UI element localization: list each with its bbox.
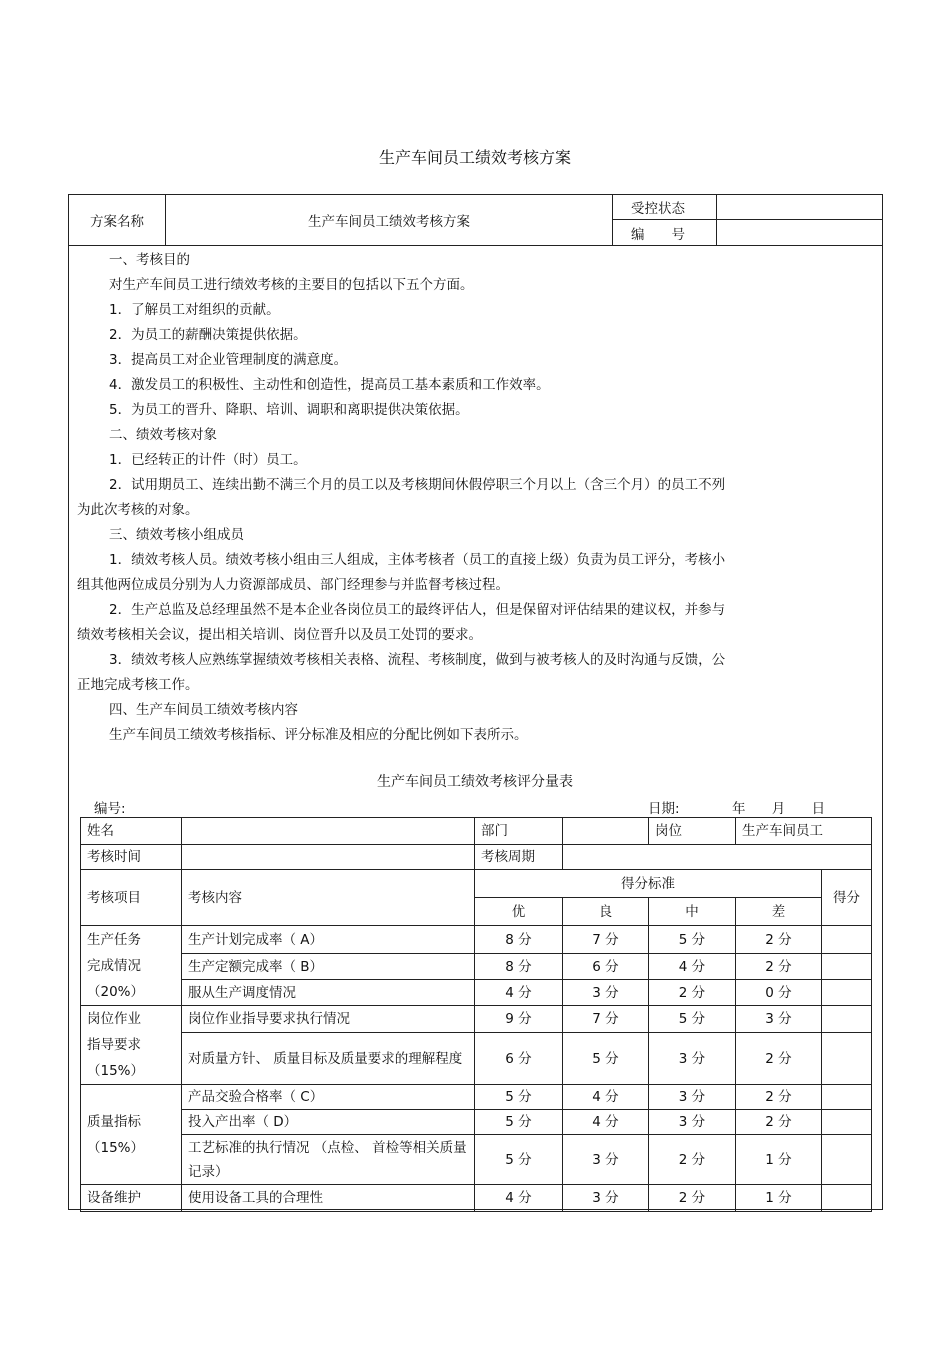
score-poor: 1 分	[736, 1135, 822, 1185]
category-cell	[81, 1085, 182, 1185]
period-input[interactable]	[563, 845, 872, 870]
content-cell: 产品交验合格率（ C）	[182, 1085, 475, 1110]
score-excellent: 9 分	[475, 1006, 563, 1033]
score-table-title: 生产车间员工绩效考核评分量表	[377, 774, 573, 790]
list-item: 3．提高员工对企业管理制度的满意度。	[109, 352, 348, 368]
score-good: 4 分	[563, 1085, 649, 1110]
page-bottom-rule	[68, 1209, 883, 1210]
content-cell: 岗位作业指导要求执行情况	[182, 1006, 475, 1033]
col-item-header: 考核项目	[81, 870, 182, 926]
content-cell: 投入产出率（ D）	[182, 1110, 475, 1135]
score-good: 3 分	[563, 1185, 649, 1212]
col-score-header: 得分	[822, 870, 872, 926]
score-poor: 2 分	[736, 954, 822, 980]
score-poor: 0 分	[736, 980, 822, 1006]
list-item: 2．生产总监及总经理虽然不是本企业各岗位员工的最终评估人，但是保留对评估结果的建议权，并参与	[109, 602, 726, 618]
score-excellent: 6 分	[475, 1033, 563, 1085]
score-excellent: 5 分	[475, 1085, 563, 1110]
score-medium: 2 分	[649, 980, 736, 1006]
score-good: 5 分	[563, 1033, 649, 1085]
table-row	[81, 1185, 872, 1212]
score-poor: 2 分	[736, 1085, 822, 1110]
table-row	[81, 1110, 872, 1135]
date-label: 日期:	[648, 801, 680, 817]
list-item: 1．已经转正的计件（时）员工。	[109, 452, 307, 468]
table-row	[81, 1085, 872, 1110]
grade-poor: 差	[736, 898, 822, 926]
score-table	[80, 817, 872, 1212]
time-input[interactable]	[182, 845, 475, 870]
score-poor: 2 分	[736, 1110, 822, 1135]
score-poor: 2 分	[736, 926, 822, 954]
score-good: 3 分	[563, 980, 649, 1006]
score-excellent: 5 分	[475, 1110, 563, 1135]
list-item: 4．激发员工的积极性、主动性和创造性，提高员工基本素质和工作效率。	[109, 377, 550, 393]
score-medium: 5 分	[649, 1006, 736, 1033]
dept-input[interactable]	[563, 818, 649, 845]
category-line: 质量指标	[87, 1113, 141, 1130]
content-cell: 工艺标准的执行情况 （点检、 首检等相关质量记录）	[182, 1135, 475, 1185]
score-input[interactable]	[822, 1135, 872, 1185]
score-medium: 3 分	[649, 1110, 736, 1135]
score-good: 7 分	[563, 926, 649, 954]
score-good: 7 分	[563, 1006, 649, 1033]
col-standard-header: 得分标准	[475, 870, 822, 898]
table-row	[81, 1006, 872, 1033]
section-heading-purpose: 一、考核目的	[109, 252, 190, 268]
list-item-continued: 正地完成考核工作。	[77, 677, 199, 693]
score-good: 3 分	[563, 1135, 649, 1185]
score-medium: 2 分	[649, 1185, 736, 1212]
score-poor: 2 分	[736, 1033, 822, 1085]
score-input[interactable]	[822, 1085, 872, 1110]
category-line: 生产任务	[87, 931, 141, 948]
body-paragraph: 生产车间员工绩效考核指标、评分标准及相应的分配比例如下表所示。	[109, 727, 528, 743]
document-title: 生产车间员工绩效考核方案	[378, 148, 571, 167]
score-excellent: 4 分	[475, 1185, 563, 1212]
score-poor: 3 分	[736, 1006, 822, 1033]
score-medium: 2 分	[649, 1135, 736, 1185]
body-paragraph: 对生产车间员工进行绩效考核的主要目的包括以下五个方面。	[109, 277, 474, 293]
section-heading-members: 三、绩效考核小组成员	[109, 527, 244, 543]
post-value: 生产车间员工	[736, 818, 872, 845]
header-divider	[69, 245, 882, 246]
category-weight: （15%）	[87, 1063, 145, 1079]
table-row	[81, 1135, 872, 1185]
list-item: 1．了解员工对组织的贡献。	[109, 302, 280, 318]
table-row	[81, 845, 872, 870]
name-label: 姓名	[81, 818, 182, 845]
section-heading-content: 四、生产车间员工绩效考核内容	[109, 702, 298, 718]
table-row	[81, 1033, 872, 1085]
score-medium: 4 分	[649, 954, 736, 980]
score-input[interactable]	[822, 1110, 872, 1135]
score-poor: 1 分	[736, 1185, 822, 1212]
category-cell	[81, 1006, 182, 1085]
list-item-continued: 组其他两位成员分别为人力资源部成员、部门经理参与并监督考核过程。	[77, 577, 509, 593]
score-medium: 3 分	[649, 1033, 736, 1085]
list-item: 1．绩效考核人员。绩效考核小组由三人组成，主体考核者（员工的直接上级）负责为员工评分，考核小	[109, 552, 726, 568]
table-header-row	[81, 870, 872, 898]
score-excellent: 8 分	[475, 954, 563, 980]
category-line: 岗位作业	[87, 1011, 141, 1027]
category-cell: 设备维护	[81, 1185, 182, 1212]
content-cell: 生产定额完成率（ B）	[182, 954, 475, 980]
grade-good: 良	[563, 898, 649, 926]
score-input[interactable]	[822, 1185, 872, 1212]
name-input[interactable]	[182, 818, 475, 845]
form-number-label: 编号:	[94, 801, 126, 817]
doc-number-value[interactable]	[717, 220, 883, 245]
score-excellent: 8 分	[475, 926, 563, 954]
score-good: 6 分	[563, 954, 649, 980]
content-cell: 生产计划完成率（ A）	[182, 926, 475, 954]
grade-excellent: 优	[475, 898, 563, 926]
category-line: 完成情况	[87, 957, 141, 974]
plan-name-label: 方案名称	[69, 195, 166, 245]
table-row	[81, 980, 872, 1006]
list-item-continued: 绩效考核相关会议，提出相关培训、岗位晋升以及员工处罚的要求。	[77, 627, 482, 643]
content-cell: 服从生产调度情况	[182, 980, 475, 1006]
score-excellent: 5 分	[475, 1135, 563, 1185]
score-input[interactable]	[822, 926, 872, 954]
score-good: 4 分	[563, 1110, 649, 1135]
control-status-label: 受控状态	[613, 195, 717, 220]
section-heading-target: 二、绩效考核对象	[109, 427, 217, 443]
category-line: 指导要求	[87, 1037, 141, 1053]
list-item: 2．为员工的薪酬决策提供依据。	[109, 327, 307, 343]
score-input[interactable]	[822, 1033, 872, 1085]
col-content-header: 考核内容	[182, 870, 475, 926]
dept-label: 部门	[475, 818, 563, 845]
control-status-value[interactable]	[717, 195, 883, 220]
list-item-continued: 为此次考核的对象。	[77, 502, 199, 518]
plan-name-value: 生产车间员工绩效考核方案	[166, 195, 613, 245]
content-cell: 对质量方针、 质量目标及质量要求的理解程度	[182, 1033, 475, 1085]
category-cell	[81, 926, 182, 1006]
score-input[interactable]	[822, 954, 872, 980]
category-weight: （20%）	[87, 983, 145, 1000]
score-medium: 5 分	[649, 926, 736, 954]
list-item: 2．试用期员工、连续出勤不满三个月的员工以及考核期间休假停职三个月以上（含三个月）的员工不列	[109, 477, 726, 493]
table-row	[81, 926, 872, 954]
content-cell: 使用设备工具的合理性	[182, 1185, 475, 1212]
score-input[interactable]	[822, 980, 872, 1006]
list-item: 5．为员工的晋升、降职、培训、调职和离职提供决策依据。	[109, 402, 469, 418]
table-row	[81, 954, 872, 980]
score-input[interactable]	[822, 1006, 872, 1033]
score-medium: 3 分	[649, 1085, 736, 1110]
period-label: 考核周期	[475, 845, 563, 870]
score-excellent: 4 分	[475, 980, 563, 1006]
date-ymd: 年 月 日	[732, 801, 826, 817]
post-label: 岗位	[649, 818, 736, 845]
list-item: 3．绩效考核人应熟练掌握绩效考核相关表格、流程、考核制度，做到与被考核人的及时沟通与反馈，公	[109, 652, 726, 668]
category-weight: （15%）	[87, 1139, 145, 1156]
doc-number-label: 编 号	[613, 220, 717, 245]
table-row	[81, 818, 872, 845]
time-label: 考核时间	[81, 845, 182, 870]
grade-medium: 中	[649, 898, 736, 926]
